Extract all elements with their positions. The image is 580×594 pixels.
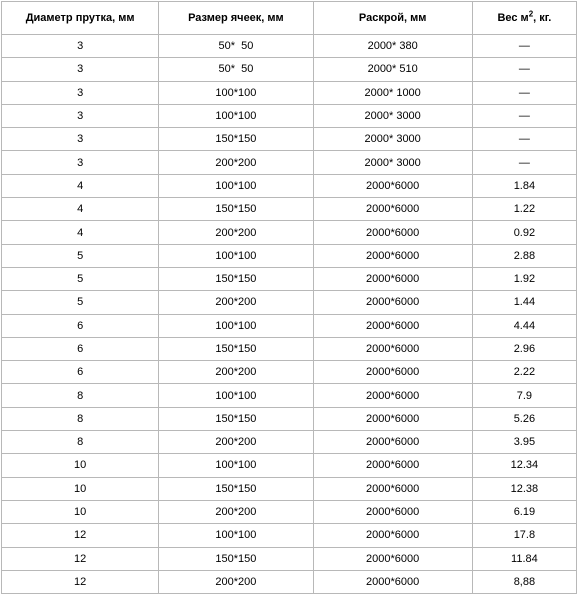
cell-cut: 2000*6000 <box>313 570 472 593</box>
table-row <box>2 524 577 547</box>
cell-mesh-size: 100*100 <box>159 454 313 477</box>
cell-cut: 2000* 380 <box>313 35 472 58</box>
cell-mesh-size: 200*200 <box>159 291 313 314</box>
cell-cut: 2000*6000 <box>313 431 472 454</box>
cell-weight: — <box>472 151 576 174</box>
cell-mesh-size: 150*150 <box>159 337 313 360</box>
cell-mesh-size: 100*100 <box>159 81 313 104</box>
cell-cut: 2000*6000 <box>313 384 472 407</box>
cell-mesh-size: 150*150 <box>159 198 313 221</box>
table-row <box>2 477 577 500</box>
cell-weight: 6.19 <box>472 500 576 523</box>
header-weight <box>472 2 576 35</box>
cell-diameter: 3 <box>2 128 159 151</box>
cell-cut: 2000* 3000 <box>313 128 472 151</box>
cell-cut: 2000*6000 <box>313 337 472 360</box>
table-row <box>2 500 577 523</box>
cell-diameter: 12 <box>2 524 159 547</box>
header-cut: Раскрой, мм <box>313 2 472 35</box>
cell-weight: 7.9 <box>472 384 576 407</box>
header-diameter: Диаметр прутка, мм <box>2 2 159 35</box>
table-row <box>2 361 577 384</box>
cell-mesh-size: 150*150 <box>159 547 313 570</box>
cell-weight: 3.95 <box>472 431 576 454</box>
cell-weight: — <box>472 104 576 127</box>
cell-cut: 2000*6000 <box>313 547 472 570</box>
cell-diameter: 3 <box>2 104 159 127</box>
cell-mesh-size: 200*200 <box>159 151 313 174</box>
table-header-row <box>2 2 577 35</box>
cell-mesh-size: 150*150 <box>159 128 313 151</box>
cell-weight: 1.92 <box>472 267 576 290</box>
cell-weight: 2.22 <box>472 361 576 384</box>
cell-diameter: 3 <box>2 35 159 58</box>
cell-diameter: 12 <box>2 547 159 570</box>
cell-mesh-size: 100*100 <box>159 174 313 197</box>
cell-diameter: 5 <box>2 267 159 290</box>
cell-mesh-size: 150*150 <box>159 477 313 500</box>
cell-cut: 2000*6000 <box>313 407 472 430</box>
cell-weight: 12.34 <box>472 454 576 477</box>
cell-weight: 1.44 <box>472 291 576 314</box>
table-row <box>2 337 577 360</box>
cell-diameter: 12 <box>2 570 159 593</box>
table-row <box>2 431 577 454</box>
cell-diameter: 3 <box>2 81 159 104</box>
cell-cut: 2000*6000 <box>313 477 472 500</box>
table-row <box>2 198 577 221</box>
cell-mesh-size: 100*100 <box>159 104 313 127</box>
cell-cut: 2000*6000 <box>313 198 472 221</box>
cell-cut: 2000*6000 <box>313 244 472 267</box>
cell-cut: 2000*6000 <box>313 291 472 314</box>
cell-weight: 0.92 <box>472 221 576 244</box>
cell-weight: 2.96 <box>472 337 576 360</box>
table-row <box>2 128 577 151</box>
cell-diameter: 4 <box>2 198 159 221</box>
cell-cut: 2000* 1000 <box>313 81 472 104</box>
cell-mesh-size: 100*100 <box>159 244 313 267</box>
cell-weight: 4.44 <box>472 314 576 337</box>
cell-weight: 5.26 <box>472 407 576 430</box>
table-row <box>2 104 577 127</box>
cell-cut: 2000*6000 <box>313 314 472 337</box>
header-cell-size: Размер ячеек, мм <box>159 2 313 35</box>
cell-mesh-size: 200*200 <box>159 500 313 523</box>
cell-diameter: 6 <box>2 361 159 384</box>
cell-cut: 2000*6000 <box>313 500 472 523</box>
cell-diameter: 3 <box>2 58 159 81</box>
table-row <box>2 244 577 267</box>
cell-weight: 1.84 <box>472 174 576 197</box>
cell-cut: 2000*6000 <box>313 361 472 384</box>
cell-cut: 2000*6000 <box>313 174 472 197</box>
cell-cut: 2000*6000 <box>313 267 472 290</box>
cell-mesh-size: 100*100 <box>159 384 313 407</box>
table-row <box>2 547 577 570</box>
table-row <box>2 407 577 430</box>
cell-diameter: 4 <box>2 221 159 244</box>
cell-cut: 2000*6000 <box>313 454 472 477</box>
cell-weight: 2.88 <box>472 244 576 267</box>
table-row <box>2 267 577 290</box>
cell-cut: 2000* 3000 <box>313 104 472 127</box>
cell-mesh-size: 100*100 <box>159 314 313 337</box>
cell-diameter: 10 <box>2 454 159 477</box>
header-weight-prefix: Вес м <box>497 12 529 24</box>
cell-diameter: 5 <box>2 291 159 314</box>
table-row <box>2 174 577 197</box>
cell-weight: — <box>472 81 576 104</box>
table-row <box>2 58 577 81</box>
table-row <box>2 314 577 337</box>
cell-diameter: 10 <box>2 500 159 523</box>
table-row <box>2 454 577 477</box>
cell-weight: 17.8 <box>472 524 576 547</box>
table-row <box>2 570 577 593</box>
cell-mesh-size: 200*200 <box>159 570 313 593</box>
table-row <box>2 221 577 244</box>
cell-diameter: 3 <box>2 151 159 174</box>
cell-mesh-size: 100*100 <box>159 524 313 547</box>
cell-diameter: 5 <box>2 244 159 267</box>
cell-mesh-size: 50* 50 <box>159 58 313 81</box>
cell-diameter: 8 <box>2 431 159 454</box>
cell-cut: 2000* 3000 <box>313 151 472 174</box>
cell-weight: — <box>472 35 576 58</box>
cell-weight: 1.22 <box>472 198 576 221</box>
cell-weight: — <box>472 128 576 151</box>
cell-diameter: 6 <box>2 314 159 337</box>
table-row <box>2 35 577 58</box>
cell-diameter: 8 <box>2 384 159 407</box>
table-row <box>2 81 577 104</box>
table-row <box>2 291 577 314</box>
cell-cut: 2000*6000 <box>313 524 472 547</box>
cell-diameter: 10 <box>2 477 159 500</box>
cell-diameter: 6 <box>2 337 159 360</box>
mesh-spec-table <box>1 1 577 594</box>
cell-mesh-size: 200*200 <box>159 221 313 244</box>
cell-cut: 2000*6000 <box>313 221 472 244</box>
cell-mesh-size: 200*200 <box>159 361 313 384</box>
cell-mesh-size: 200*200 <box>159 431 313 454</box>
cell-weight: 12.38 <box>472 477 576 500</box>
header-weight-sup: 2 <box>528 9 534 19</box>
cell-mesh-size: 150*150 <box>159 267 313 290</box>
cell-mesh-size: 50* 50 <box>159 35 313 58</box>
header-weight-suffix: , кг. <box>533 12 552 24</box>
cell-weight: 11.84 <box>472 547 576 570</box>
cell-mesh-size: 150*150 <box>159 407 313 430</box>
cell-weight: — <box>472 58 576 81</box>
cell-weight: 8,88 <box>472 570 576 593</box>
table-row <box>2 384 577 407</box>
cell-diameter: 8 <box>2 407 159 430</box>
cell-cut: 2000* 510 <box>313 58 472 81</box>
cell-diameter: 4 <box>2 174 159 197</box>
table-row <box>2 151 577 174</box>
